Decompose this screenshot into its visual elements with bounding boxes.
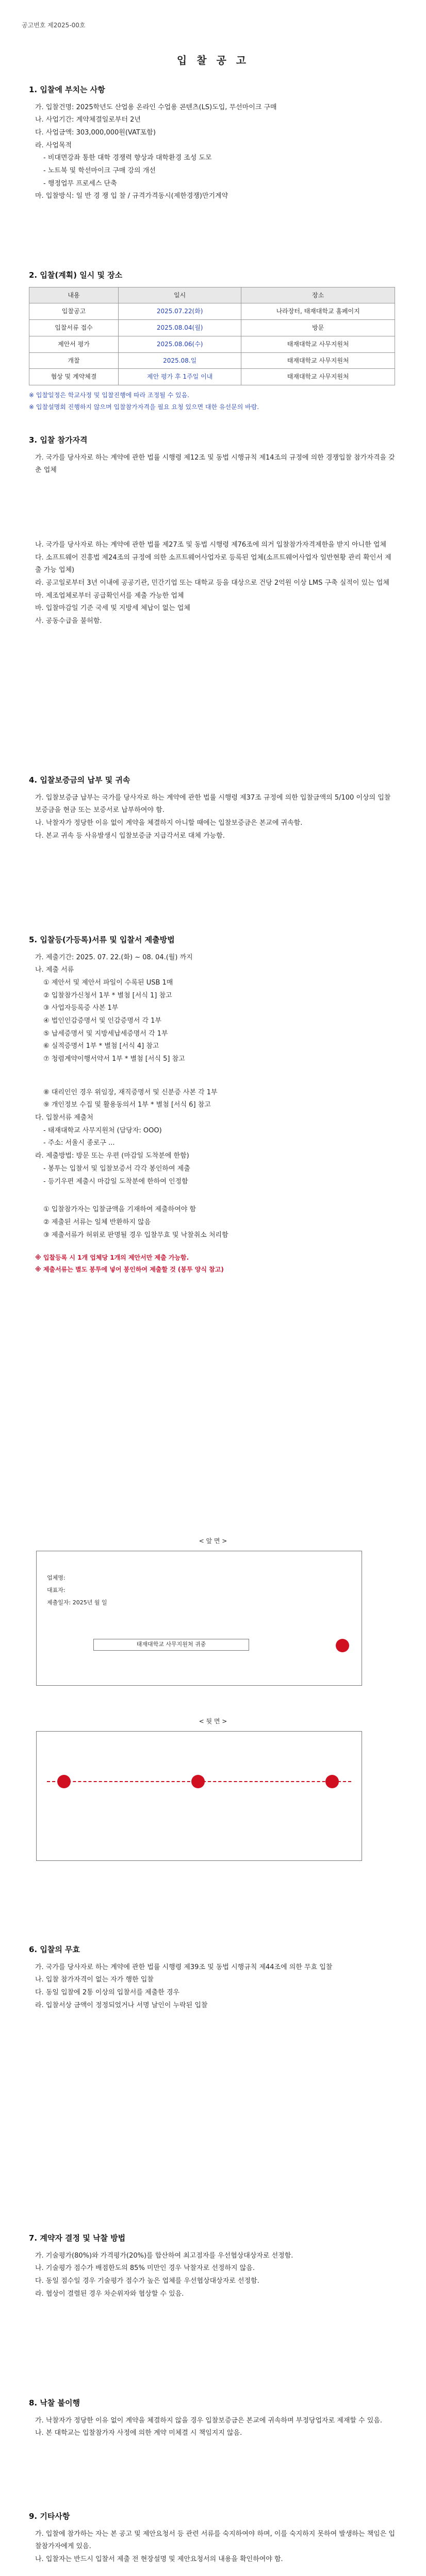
- list-item: 가. 입찰건명: 2025학년도 산업용 온라인 수업용 콘텐츠(LS)도입, 무선마이크 구매: [35, 103, 277, 111]
- table-cell: 태재대학교 사무지원처: [241, 352, 395, 369]
- table-row: [29, 369, 395, 385]
- list-item: 나. 입찰자는 반드시 입찰서 제출 전 현장설명 및 제안요청서의 내용을 확인하여야 함.: [35, 2555, 283, 2563]
- list-item: 다. 동일 점수일 경우 기술평가 점수가 높은 업체를 우선협상대상자로 선정함.: [35, 2277, 259, 2285]
- table-cell: 협상 및 계약체결: [29, 369, 119, 385]
- table-cell: 입찰공고: [29, 303, 119, 320]
- list-item: - 봉투는 입찰서 및 입찰보증서 각각 봉인하여 제출: [43, 1164, 190, 1173]
- section-heading: 3. 입찰 참가자격: [29, 435, 88, 445]
- list-item: - 등기우편 제출시 마감일 도착분에 한하여 인정함: [43, 1177, 188, 1185]
- list-item: 다. 입찰서류 제출처: [35, 1114, 93, 1122]
- table-cell: 방문: [241, 320, 395, 336]
- list-item: - 태재대학교 사무지원처 (담당자: OOO): [43, 1126, 162, 1134]
- table-cell: 나라장터, 태재대학교 홈페이지: [241, 303, 395, 320]
- list-item: ⑨ 개인정보 수집 및 활용동의서 1부 * 별첨 [서식 6] 참고: [43, 1101, 211, 1109]
- table-cell: 태재대학교 사무지원처: [241, 369, 395, 385]
- section-heading: 6. 입찰의 무효: [29, 1945, 80, 1954]
- warning-note: ※ 제출서류는 별도 봉투에 넣어 봉인하여 제출할 것 (봉투 양식 참고): [35, 1266, 224, 1274]
- list-item: 다. 본교 귀속 등 사유발생시 입찰보증금 지급각서로 대체 가능함.: [35, 832, 225, 840]
- list-item: 가. 입찰에 참가하는 자는 본 공고 및 제안요청서 등 관련 서류를 숙지하여야 하며, 이를 숙지하지 못하여 발생하는 책임은 입찰참가자에게 있음.: [35, 2530, 395, 2551]
- seal-stamp-icon: [325, 1775, 339, 1788]
- list-item: 다. 사업금액: 303,000,000원(VAT포함): [35, 128, 156, 137]
- list-item: 가. 제출기간: 2025. 07. 22.(화) ~ 08. 04.(월) 까지: [35, 953, 193, 961]
- section-heading: 8. 낙찰 불이행: [29, 2398, 80, 2408]
- table-cell: 태재대학교 사무지원처: [241, 336, 395, 352]
- table-cell: 개찰: [29, 352, 119, 369]
- section-heading: 7. 계약자 결정 및 낙찰 방법: [29, 2233, 126, 2243]
- warning-note: ※ 입찰등록 시 1개 업체당 1개의 제안서만 제출 가능함.: [35, 1254, 189, 1262]
- list-item: ① 제안서 및 제안서 파일이 수록된 USB 1매: [43, 978, 173, 987]
- list-item: 나. 기술평가 점수가 배점한도의 85% 미만인 경우 낙찰자로 선정하지 않음.: [35, 2264, 255, 2273]
- section-deposit: [29, 773, 395, 842]
- envelope-rep: 대표자:: [47, 1587, 65, 1594]
- section-heading: 4. 입찰보증금의 납부 및 귀속: [29, 775, 130, 785]
- table-row: [29, 320, 395, 336]
- list-item: ① 입찰참가자는 입찰금액을 기재하여 제출하여야 함: [43, 1206, 196, 1214]
- table-header: 장소: [241, 287, 395, 303]
- table-cell: 2025.08.04(월): [118, 320, 241, 336]
- section-heading: 1. 입찰에 부치는 사항: [29, 85, 105, 94]
- list-item: ⑥ 실적증명서 1부 * 별첨 [서식 4] 참고: [43, 1042, 159, 1050]
- table-cell: 2025.08.06(수): [118, 336, 241, 352]
- list-item: 다. 동일 입찰에 2통 이상의 입찰서를 제출한 경우: [35, 1988, 179, 1996]
- section-heading: 9. 기타사항: [29, 2512, 70, 2521]
- list-item: ② 제출된 서류는 일체 반환하지 않음: [43, 1218, 151, 1226]
- table-cell: 제안서 평가: [29, 336, 119, 352]
- list-item: 나. 낙찰자가 정당한 이유 없이 계약을 체결하지 아니할 때에는 입찰보증금은 본교에 귀속함.: [35, 819, 303, 827]
- section-invalid: [29, 1942, 395, 2012]
- list-item: 나. 국가를 당사자로 하는 계약에 관한 법률 제27조 및 동법 시행령 제76조에 의거 입찰참가자격제한을 받지 아니한 업체: [35, 540, 387, 549]
- table-cell: 2025.07.22(화): [118, 303, 241, 320]
- table-cell: 입찰서류 접수: [29, 320, 119, 336]
- list-item: 가. 국가를 당사자로 하는 계약에 관한 법률 시행령 제12조 및 동법 시행규칙 제14조의 규정에 의한 경쟁입찰 참가자격을 갖춘 업체: [35, 453, 395, 474]
- section-items: [29, 82, 395, 203]
- list-item: ⑧ 대리인인 경우 위임장, 재직증명서 및 신분증 사본 각 1부: [43, 1088, 218, 1096]
- list-item: 마. 제조업체로부터 공급확인서를 제출 가능한 업체: [35, 591, 184, 600]
- list-item: 가. 기술평가(80%)와 가격평가(20%)를 합산하여 최고점자를 우선협상대상자로 선정함.: [35, 2251, 293, 2260]
- list-item: ② 입찰참가신청서 1부 * 별첨 [서식 1] 참고: [43, 991, 172, 999]
- list-item: 가. 낙찰자가 정당한 이유 없이 계약을 체결하지 않을 경우 입찰보증금은 본교에 귀속하며 부정당업자로 제재할 수 있음.: [35, 2416, 383, 2425]
- list-item: 가. 국가를 당사자로 하는 계약에 관한 법률 시행령 제39조 및 동법 시행규칙 제44조에 의한 무효 입찰: [35, 1963, 333, 1971]
- list-item: 나. 본 대학교는 입찰참가자 사정에 의한 계약 미체결 시 책임지지 않음.: [35, 2429, 242, 2437]
- envelope-front-label: < 앞 면 >: [199, 1537, 227, 1545]
- list-item: 나. 사업기간: 계약체결일로부터 2년: [35, 116, 141, 124]
- list-item: ⑤ 납세증명서 및 지방세납세증명서 각 1부: [43, 1029, 168, 1038]
- envelope-to: 태재대학교 사무지원처 귀중: [93, 1639, 249, 1651]
- list-item: 바. 입찰마감일 기준 국세 및 지방세 체납이 없는 업체: [35, 604, 190, 613]
- note: ※ 입찰일정은 학교사정 및 입찰진행에 따라 조정될 수 있음.: [29, 392, 190, 399]
- table-row: [29, 352, 395, 369]
- section-other: [29, 2509, 395, 2576]
- envelope-front: [36, 1551, 362, 1686]
- seal-stamp-icon: [191, 1775, 205, 1788]
- section-award: [29, 2231, 395, 2300]
- list-item: 사. 공동수급을 불허함.: [35, 617, 102, 625]
- table-cell: 2025.08.일: [118, 352, 241, 369]
- envelope-company: 업체명:: [47, 1574, 65, 1581]
- section-schedule: [29, 268, 395, 413]
- section-eligibility: [29, 433, 395, 628]
- list-item: 가. 입찰보증금 납부는 국가를 당사자로 하는 계약에 관한 법률 시행령 제37조 규정에 의한 입찰금액의 5/100 이상의 입찰보증금을 현금 또는 보증서로 납부하여야 함.: [35, 793, 391, 815]
- envelope-back: [36, 1731, 362, 1861]
- seal-stamp-icon: [57, 1775, 71, 1788]
- list-item: - 비대면강좌 통한 대학 경쟁력 향상과 대학환경 조성 도모: [43, 154, 212, 162]
- list-item: 다. 소프트웨어 진흥법 제24조의 규정에 의한 소프트웨어사업자로 등록된 업체(소프트웨어사업자 일반현황 관리 확인서 제출 가능 업체): [35, 553, 391, 574]
- list-item: 라. 공고일로부터 3년 이내에 공공기관, 민간기업 또는 대학교 등을 대상으로 건당 2억원 이상 LMS 구축 실적이 있는 업체: [35, 579, 389, 587]
- list-item: - 주소: 서울시 종로구 ...: [43, 1139, 115, 1147]
- list-item: - 행정업무 프로세스 단축: [43, 179, 117, 188]
- list-item: ⑦ 청렴계약이행서약서 1부 * 별첨 [서식 5] 참고: [43, 1055, 185, 1063]
- document-title: 입 찰 공 고: [176, 54, 250, 66]
- list-item: - 노트북 및 학선마이크 구매 강의 개선: [43, 166, 156, 175]
- envelope-back-label: < 뒷 면 >: [199, 1718, 227, 1725]
- notice-number: 공고번호 제2025-00호: [22, 22, 86, 29]
- list-item: 마. 입찰방식: 일 반 경 쟁 입 찰 / 규격가격동시(제한경쟁)만기계약: [35, 192, 228, 200]
- list-item: 라. 제출방법: 방문 또는 우편 (마감일 도착분에 한함): [35, 1152, 189, 1160]
- table-cell: 제안 평가 후 1주일 이내: [118, 369, 241, 385]
- list-item: ③ 제출서류가 허위로 판명될 경우 입찰무효 및 낙찰취소 처리함: [43, 1231, 228, 1239]
- table-row: [29, 303, 395, 320]
- list-item: 라. 사업목적: [35, 141, 72, 149]
- table-header: 내용: [29, 287, 119, 303]
- table-header: 일시: [118, 287, 241, 303]
- table-row: [29, 336, 395, 352]
- list-item: ③ 사업자등록증 사본 1부: [43, 1004, 119, 1012]
- list-item: ④ 법인인감증명서 및 인감증명서 각 1부: [43, 1016, 161, 1025]
- section-heading: 2. 입찰(계획) 일시 및 장소: [29, 270, 123, 280]
- list-item: 라. 협상이 결렬된 경우 차순위자와 협상할 수 있음.: [35, 2290, 184, 2298]
- list-item: 라. 입찰서상 금액이 정정되었거나 서명 날인이 누락된 입찰: [35, 2001, 208, 2009]
- list-item: 나. 제출 서류: [35, 966, 74, 974]
- section-submission: [29, 933, 395, 1276]
- section-default: [29, 2396, 395, 2440]
- seal-stamp-icon: [336, 1639, 349, 1652]
- schedule-table: [29, 287, 395, 386]
- envelope-date: 제출일자: 2025년 월 일: [47, 1599, 107, 1606]
- note: ※ 입찰설명회 진행하지 않으며 입찰참가자격을 필요 요청 있으면 대한 유선문의 바람.: [29, 403, 259, 411]
- list-item: 나. 입찰 참가자격이 없는 자가 행한 입찰: [35, 1976, 154, 1984]
- envelope-fields: [47, 1572, 107, 1609]
- section-heading: 5. 입찰등(가등록)서류 및 입찰서 제출방법: [29, 935, 175, 944]
